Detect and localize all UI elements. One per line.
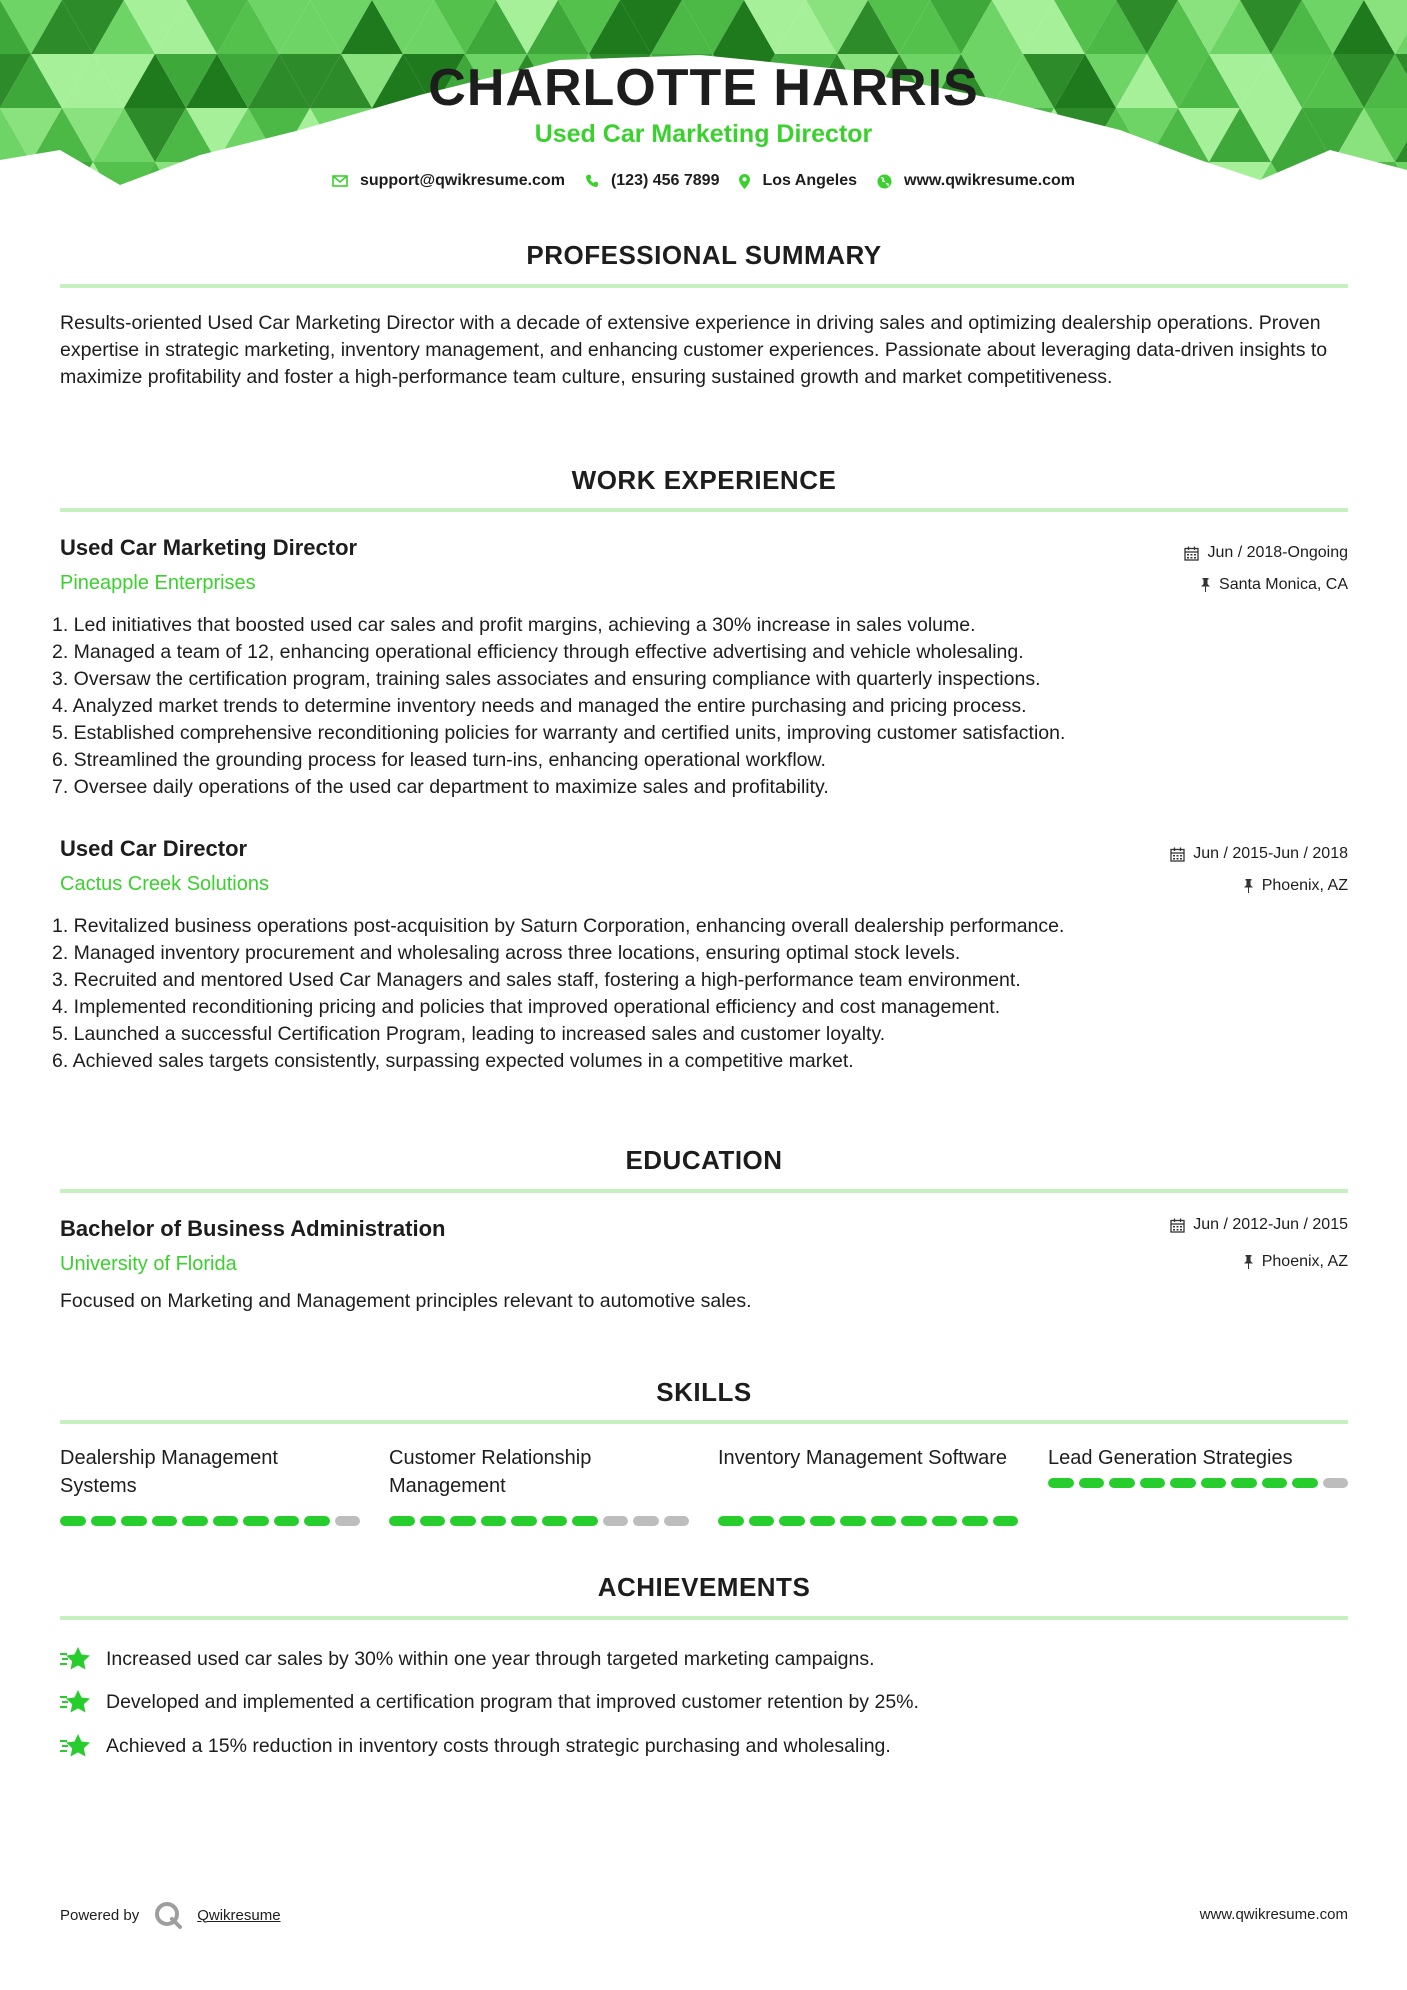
- skill-segment-filled: [718, 1516, 744, 1526]
- contact-location-text: Los Angeles: [762, 172, 858, 189]
- skill-name: Dealership Management Systems: [60, 1447, 278, 1497]
- skill-segment-empty: [664, 1516, 690, 1526]
- star-icon: [60, 1733, 92, 1759]
- achievements-divider: [60, 1616, 1348, 1620]
- job-dates: [1170, 845, 1348, 863]
- globe-icon: [877, 174, 892, 189]
- skill-segment-filled: [779, 1516, 805, 1526]
- qwikresume-logo-icon: [153, 1900, 183, 1930]
- skill-segment-filled: [274, 1516, 300, 1526]
- job-bullets: [52, 913, 1352, 1075]
- skill-segment-filled: [901, 1516, 927, 1526]
- candidate-name: CHARLOTTE HARRIS: [428, 59, 979, 117]
- experience-heading: WORK EXPERIENCE: [571, 465, 837, 495]
- skill-segment-filled: [121, 1516, 147, 1526]
- contact-email[interactable]: [332, 172, 565, 190]
- experience-divider: [60, 508, 1348, 512]
- education-dates-text: Jun / 2012-Jun / 2015: [1193, 1216, 1348, 1233]
- list-item: 7. Oversee daily operations of the used car department to maximize sales and profitability.: [52, 776, 829, 798]
- skill-segment-filled: [993, 1516, 1019, 1526]
- achievement-item: [60, 1733, 891, 1759]
- skill-name: Inventory Management Software: [718, 1447, 1008, 1469]
- education-description: Focused on Marketing and Management principles relevant to automotive sales.: [60, 1290, 752, 1312]
- skill-segment-filled: [1048, 1478, 1074, 1488]
- skill-item: [1048, 1444, 1348, 1488]
- job-location-text: Santa Monica, CA: [1219, 576, 1348, 593]
- skill-segment-filled: [1201, 1478, 1227, 1488]
- contact-email-text: support@qwikresume.com: [359, 172, 565, 189]
- skills-heading: SKILLS: [656, 1377, 752, 1407]
- skill-segment-empty: [335, 1516, 361, 1526]
- skill-level-bar: [718, 1516, 1018, 1526]
- skill-segment-filled: [511, 1516, 537, 1526]
- education-heading: EDUCATION: [625, 1145, 783, 1175]
- calendar-icon: [1170, 847, 1185, 862]
- skill-segment-filled: [810, 1516, 836, 1526]
- skill-segment-filled: [962, 1516, 988, 1526]
- skill-segment-filled: [1170, 1478, 1196, 1488]
- education-degree: Bachelor of Business Administration: [60, 1216, 446, 1241]
- skill-segment-filled: [243, 1516, 269, 1526]
- contact-bar: [0, 172, 1407, 190]
- skill-level-bar: [389, 1516, 689, 1526]
- education-dates: [1170, 1216, 1348, 1234]
- list-item: 5. Established comprehensive reconditioning policies for warranty and certified units, improving customer satisfaction.: [52, 722, 1066, 744]
- list-item: 6. Streamlined the grounding process for leased turn-ins, enhancing operational workflow.: [52, 749, 826, 771]
- summary-heading: PROFESSIONAL SUMMARY: [526, 240, 882, 270]
- education-location-text: Phoenix, AZ: [1261, 1253, 1348, 1270]
- skill-segment-filled: [1292, 1478, 1318, 1488]
- contact-website-text: www.qwikresume.com: [904, 172, 1076, 189]
- education-location: [1243, 1253, 1348, 1271]
- map-pin-icon: [739, 174, 750, 189]
- list-item: 6. Achieved sales targets consistently, surpassing expected volumes in a competitive market.: [52, 1050, 854, 1072]
- phone-icon: [585, 174, 599, 188]
- job-bullets: [52, 612, 1352, 801]
- skill-segment-filled: [1262, 1478, 1288, 1488]
- footer-powered-by: [60, 1900, 281, 1930]
- list-item: 1. Revitalized business operations post-acquisition by Saturn Corporation, enhancing overall dealership performance.: [52, 915, 1065, 937]
- skill-item: [389, 1444, 689, 1526]
- footer-website[interactable]: www.qwikresume.com: [1199, 1906, 1348, 1923]
- list-item: 3. Oversaw the certification program, training sales associates and ensuring compliance with quarterly inspections.: [52, 668, 1041, 690]
- job-dates-text: Jun / 2015-Jun / 2018: [1193, 845, 1348, 862]
- contact-location: [739, 172, 857, 190]
- achievement-text: Achieved a 15% reduction in inventory costs through strategic purchasing and wholesaling.: [106, 1734, 891, 1757]
- skill-level-bar: [60, 1516, 360, 1526]
- skill-segment-filled: [749, 1516, 775, 1526]
- list-item: 1. Led initiatives that boosted used car sales and profit margins, achieving a 30% increase in sales volume.: [52, 614, 976, 636]
- summary-text: Results-oriented Used Car Marketing Director with a decade of extensive experience in driving sales and optimizing dealership operations. Proven expertise in strategic marketing, inventory management, and enhancing customer experiences. Passionate about leveraging data-driven insights to maximize profitability and foster a high-performance team culture, ensuring sustained growth and market competitiveness.: [60, 312, 1328, 388]
- job-location-text: Phoenix, AZ: [1261, 877, 1348, 894]
- skills-divider: [60, 1420, 1348, 1424]
- job-dates-text: Jun / 2018-Ongoing: [1207, 544, 1348, 561]
- job-company: Cactus Creek Solutions: [60, 873, 269, 895]
- job-title: Used Car Marketing Director: [60, 535, 358, 560]
- skill-segment-filled: [1140, 1478, 1166, 1488]
- list-item: 5. Launched a successful Certification Program, leading to increased sales and customer loyalty.: [52, 1023, 886, 1045]
- calendar-icon: [1184, 546, 1199, 561]
- qwikresume-link[interactable]: Qwikresume: [197, 1906, 281, 1924]
- skill-segment-filled: [481, 1516, 507, 1526]
- skill-segment-filled: [60, 1516, 86, 1526]
- list-item: 2. Managed inventory procurement and wholesaling across three locations, ensuring optimal stock levels.: [52, 942, 961, 964]
- job-location: [1243, 877, 1348, 895]
- candidate-role: Used Car Marketing Director: [534, 120, 873, 148]
- achievement-text: Increased used car sales by 30% within one year through targeted marketing campaigns.: [106, 1647, 875, 1670]
- contact-phone[interactable]: [585, 172, 720, 190]
- pushpin-icon: [1243, 1255, 1254, 1269]
- skill-item: [60, 1444, 360, 1526]
- skill-segment-filled: [182, 1516, 208, 1526]
- star-icon: [60, 1689, 92, 1715]
- list-item: 4. Implemented reconditioning pricing and policies that improved operational efficiency and cost management.: [52, 996, 1001, 1018]
- skill-segment-filled: [450, 1516, 476, 1526]
- skill-name: Customer Relationship Management: [389, 1447, 592, 1497]
- list-item: 3. Recruited and mentored Used Car Managers and sales staff, fostering a high-performance team environment.: [52, 969, 1021, 991]
- skill-item: [718, 1444, 1018, 1526]
- skill-segment-empty: [603, 1516, 629, 1526]
- skill-segment-filled: [1231, 1478, 1257, 1488]
- skill-segment-filled: [840, 1516, 866, 1526]
- skill-segment-filled: [213, 1516, 239, 1526]
- achievement-text: Developed and implemented a certification program that improved customer retention by 25%.: [106, 1690, 919, 1713]
- education-divider: [60, 1189, 1348, 1193]
- job-location: [1200, 576, 1348, 594]
- skill-segment-filled: [542, 1516, 568, 1526]
- skill-segment-filled: [152, 1516, 178, 1526]
- skill-segment-filled: [420, 1516, 446, 1526]
- pushpin-icon: [1243, 879, 1254, 893]
- pushpin-icon: [1200, 578, 1211, 592]
- contact-phone-text: (123) 456 7899: [610, 172, 720, 189]
- skill-segment-empty: [633, 1516, 659, 1526]
- skill-name: Lead Generation Strategies: [1048, 1447, 1293, 1469]
- achievement-item: [60, 1689, 919, 1715]
- powered-by-label: Powered by: [60, 1906, 140, 1924]
- envelope-icon: [332, 175, 348, 187]
- skill-segment-filled: [389, 1516, 415, 1526]
- skill-segment-filled: [304, 1516, 330, 1526]
- list-item: 4. Analyzed market trends to determine inventory needs and managed the entire purchasing and pricing process.: [52, 695, 1027, 717]
- job-company: Pineapple Enterprises: [60, 572, 256, 594]
- skill-segment-filled: [871, 1516, 897, 1526]
- achievements-heading: ACHIEVEMENTS: [597, 1572, 811, 1602]
- skill-segment-empty: [1323, 1478, 1349, 1488]
- skill-segment-filled: [1109, 1478, 1135, 1488]
- list-item: 2. Managed a team of 12, enhancing operational efficiency through effective advertising and vehicle wholesaling.: [52, 641, 1024, 663]
- skill-segment-filled: [572, 1516, 598, 1526]
- education-school: University of Florida: [60, 1253, 237, 1275]
- calendar-icon: [1170, 1218, 1185, 1233]
- star-icon: [60, 1646, 92, 1672]
- skill-segment-filled: [91, 1516, 117, 1526]
- skill-segment-filled: [932, 1516, 958, 1526]
- job-dates: [1184, 544, 1348, 562]
- summary-divider: [60, 284, 1348, 288]
- job-title: Used Car Director: [60, 836, 248, 861]
- skill-segment-filled: [1079, 1478, 1105, 1488]
- skill-level-bar: [1048, 1478, 1348, 1488]
- achievement-item: [60, 1646, 875, 1672]
- contact-website[interactable]: [877, 172, 1075, 190]
